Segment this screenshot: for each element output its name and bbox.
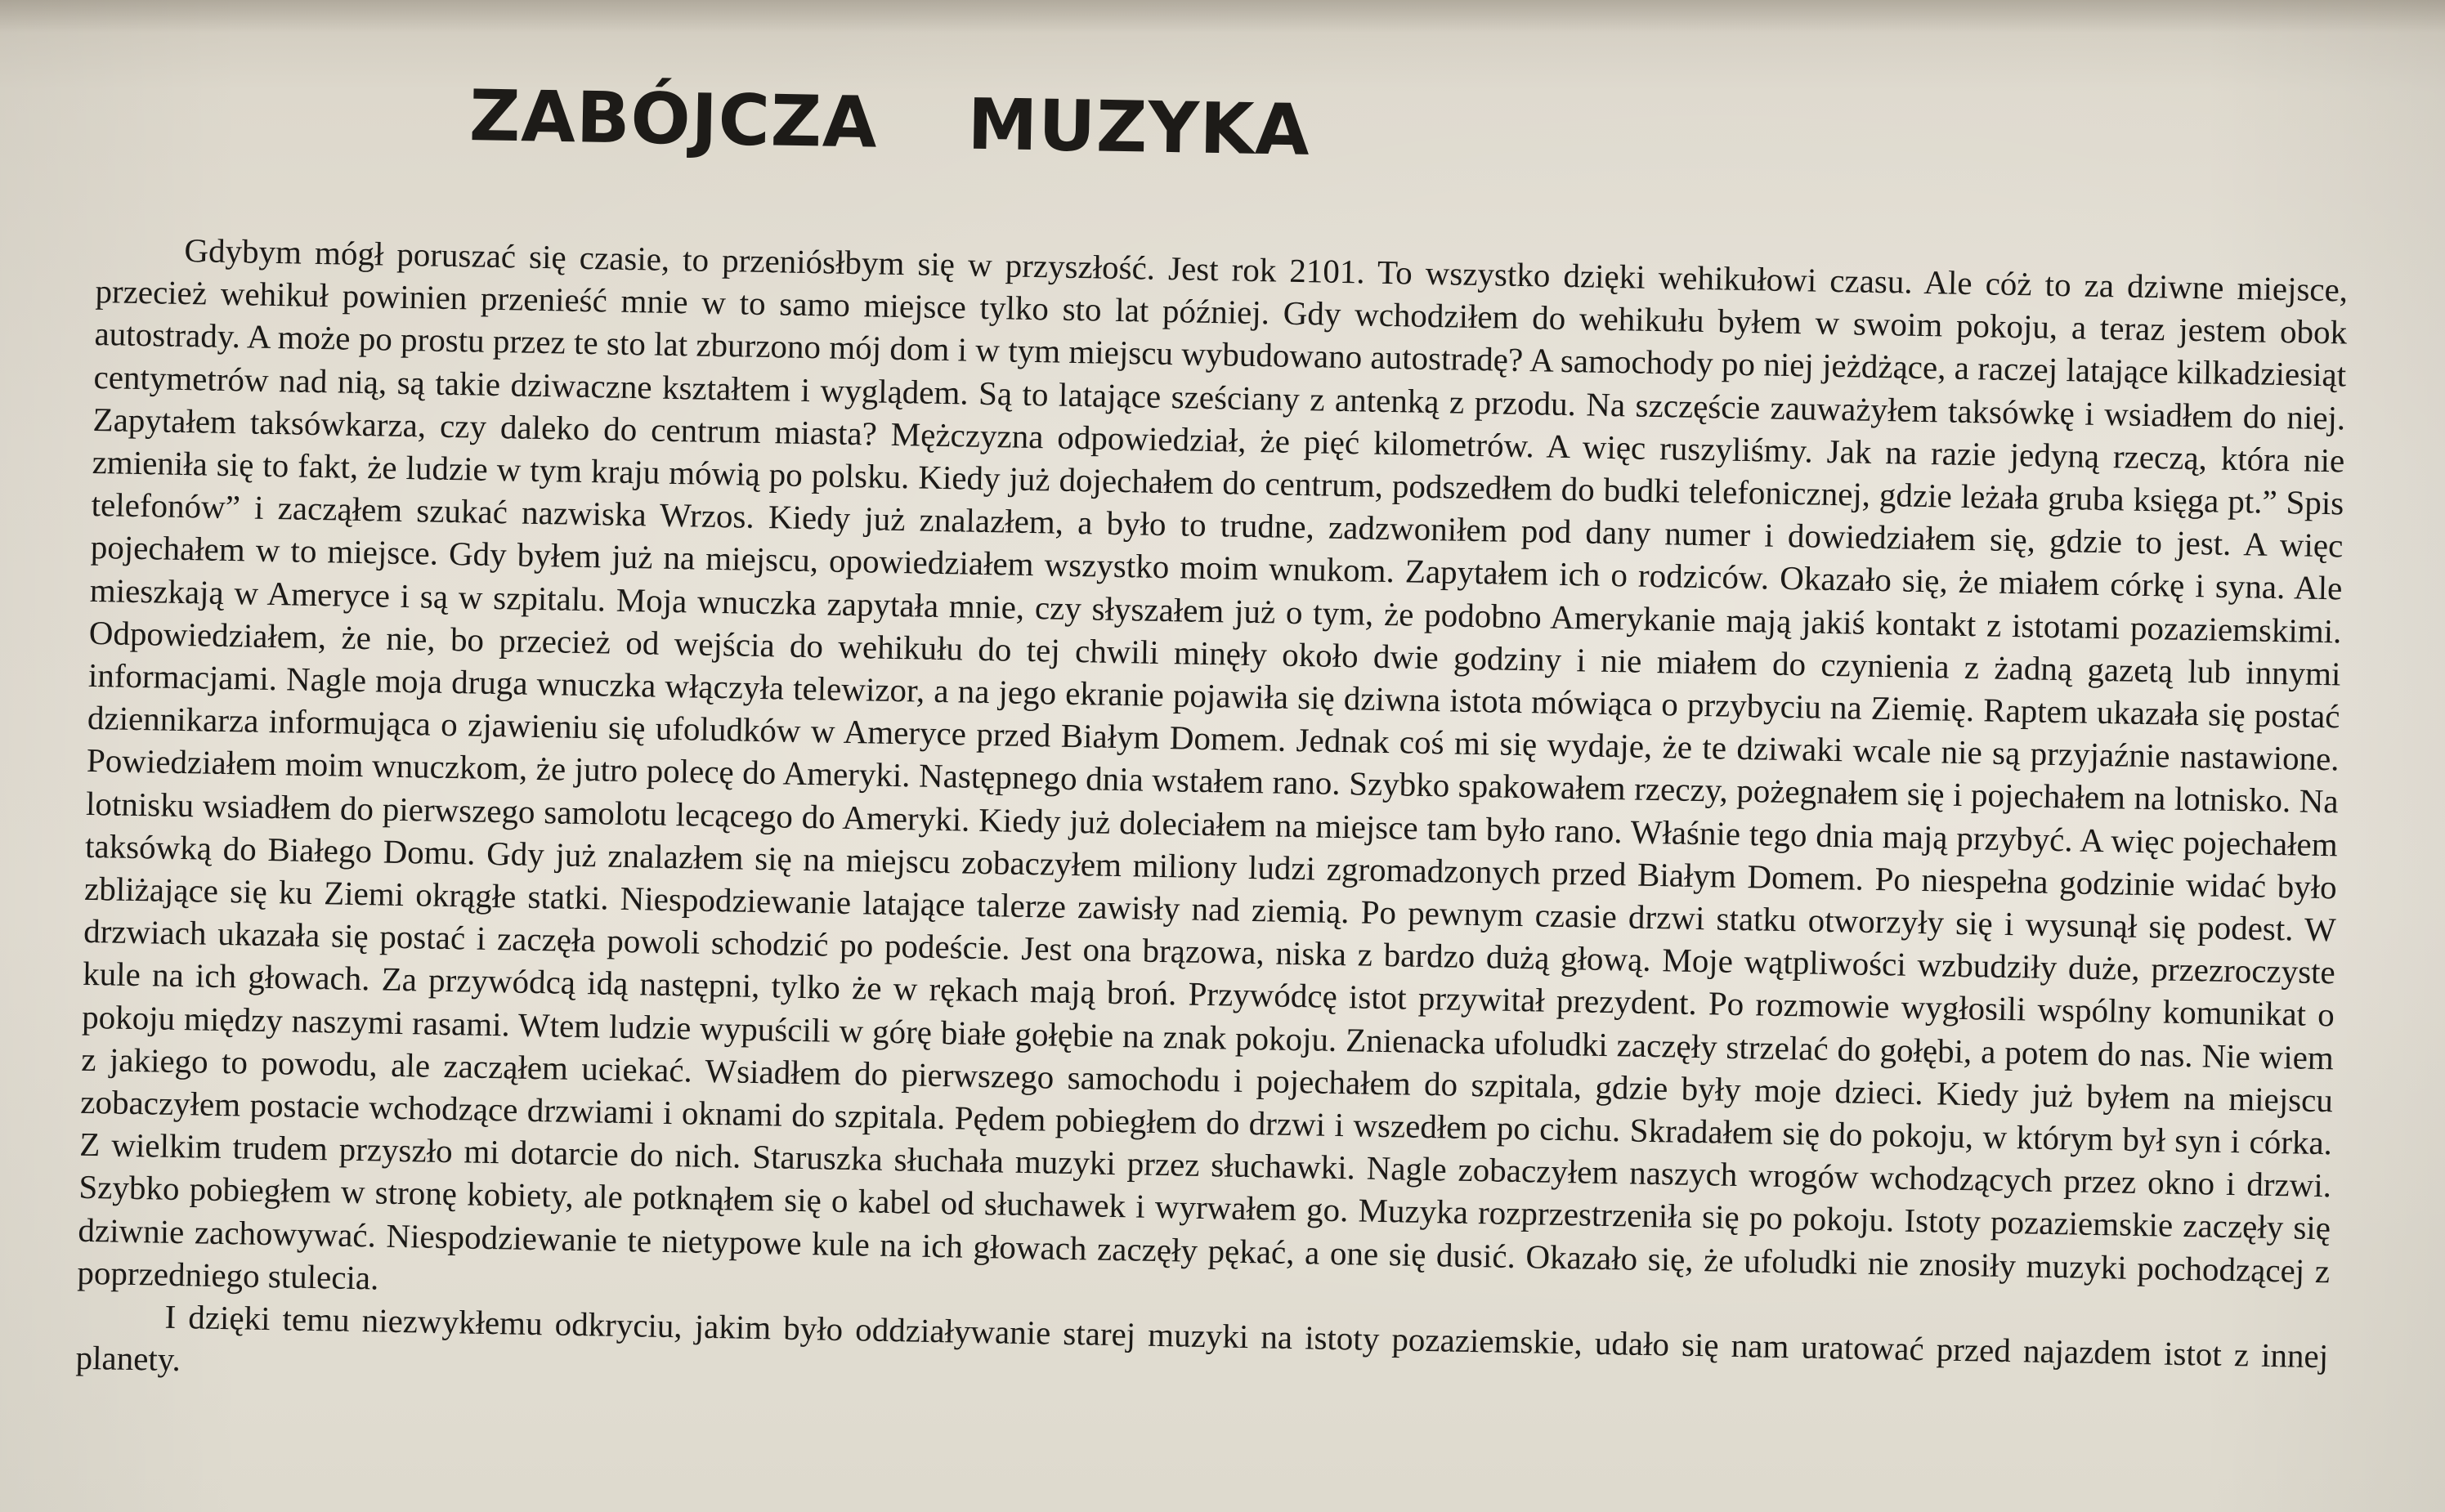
story-title: [468, 75, 1310, 172]
story-paragraph-2: I dzięki temu niezwykłemu odkryciu, jakim było oddziaływanie starej muzyki na istoty pozaziemskie, udało się nam uratować przed najazdem istot z innej planety.: [75, 1297, 2329, 1379]
title-word-1: ZABÓJCZA: [468, 75, 879, 164]
page-edge-shadow: [0, 0, 2445, 33]
story-body: [75, 227, 2348, 1420]
story-paragraph-1: Gdybym mógł poruszać się czasie, to przeniósłbym się w przyszłość. Jest rok 2101. To wszystko dzięki wehikułowi czasu. Ale cóż to za dziwne miejsce, przecież wehikuł powinien przenieść mnie w to samo miejsce tylko sto lat później. Gdy wchodziłem do wehikułu byłem w swoim pokoju, a teraz jestem obok autostrady. A może po prostu przez te sto lat zburzono mój dom i w tym miejscu wybudowano autostradę? A samochody po niej jeżdżące, a raczej latające kilkadziesiąt centymetrów nad nią, są takie dziwaczne kształtem i wyglądem. Są to latające sześciany z antenką z przodu. Na szczęście zauważyłem taksówkę i wsiadłem do niej. Zapytałem taksówkarza, czy daleko do centrum miasta? Mężczyzna odpowiedział, że pięć kilometrów. A więc ruszyliśmy. Jak na razie jedyną rzeczą, która nie zmieniła się to fakt, że ludzie w tym kraju mówią po polsku. Kiedy już dojechałem do centrum, podszedłem do budki telefonicznej, gdzie leżała gruba księga pt.” Spis telefonów” i zacząłem szukać nazwiska Wrzos. Kiedy już znalazłem, a było to trudne, zadzwoniłem pod dany numer i dowiedziałem się, gdzie to jest. A więc pojechałem w to miejsce. Gdy byłem już na miejscu, opowiedziałem wszystko moim wnukom. Zapytałem ich o rodziców. Okazało się, że miałem córkę i syna. Ale mieszkają w Ameryce i są w szpitalu. Moja wnuczka zapytała mnie, czy słyszałem już o tym, że podobno Amerykanie mają jakiś kontakt z istotami pozaziemskimi. Odpowiedziałem, że nie, bo przecież od wejścia do wehikułu do tej chwili minęły około dwie godziny i nie miałem do czynienia z żadną gazetą lub innymi informacjami. Nagle moja druga wnuczka włączyła telewizor, a na jego ekranie pojawiła się dziwna istota mówiąca o przybyciu na Ziemię. Raptem ukazała się postać dziennikarza informująca o zjawieniu się ufoludków w Ameryce przed Białym Domem. Jednak coś mi się wydaje, że te dziwaki wcale nie są przyjaźnie nastawione. Powiedziałem moim wnuczkom, że jutro polecę do Ameryki. Następnego dnia wstałem rano. Szybko spakowałem rzeczy, pożegnałem się i pojechałem na lotnisko. Na lotnisku wsiadłem do pierwszego samolotu lecącego do Ameryki. Kiedy już doleciałem na miejsce tam było rano. Właśnie tego dnia mają przybyć. A więc pojechałem taksówką do Białego Domu. Gdy już znalazłem się na miejscu zobaczyłem miliony ludzi zgromadzonych przed Białym Domem. Po niespełna godzinie widać było zbliżające się ku Ziemi okrągłe statki. Niespodziewanie latające talerze zawisły nad ziemią. Po pewnym czasie drzwi statku otworzyły się i wysunął się podest. W drzwiach ukazała się postać i zaczęła powoli schodzić po podeście. Jest ona brązowa, niska z bardzo dużą głową. Moje wątpliwości wzbudziły duże, przezroczyste kule na ich głowach. Za przywódcą idą następni, tylko że w rękach mają broń. Przywódcę istot przywitał prezydent. Po rozmowie wygłosili wspólny komunikat o pokoju między naszymi rasami. Wtem ludzie wypuścili w górę białe gołębie na znak pokoju. Znienacka ufoludki zaczęły strzelać do gołębi, a potem do nas. Nie wiem z jakiego to powodu, ale zacząłem uciekać. Wsiadłem do pierwszego samochodu i pojechałem do szpitala, gdzie były moje dzieci. Kiedy już byłem na miejscu zobaczyłem postacie wchodzące drzwiami i oknami do szpitala. Pędem pobiegłem do drzwi i wszedłem po cichu. Skradałem się do pokoju, w którym był syn i córka. Z wielkim trudem przyszło mi dotarcie do nich. Staruszka słuchała muzyki przez słuchawki. Nagle zobaczyłem naszych wrogów wchodzących przez okno i drzwi. Szybko pobiegłem w stronę kobiety, ale potknąłem się o kabel od słuchawek i wyrwałem go. Muzyka rozprzestrzeniła się po pokoju. Istoty pozaziemskie zaczęły się dziwnie zachowywać. Niespodziewanie te nietypowe kule na ich głowach zaczęły pękać, a one się dusić. Okazało się, że ufoludki nie znosiły muzyki pochodzącej z poprzedniego stulecia.: [77, 230, 2349, 1297]
title-word-2: MUZYKA: [966, 83, 1311, 172]
